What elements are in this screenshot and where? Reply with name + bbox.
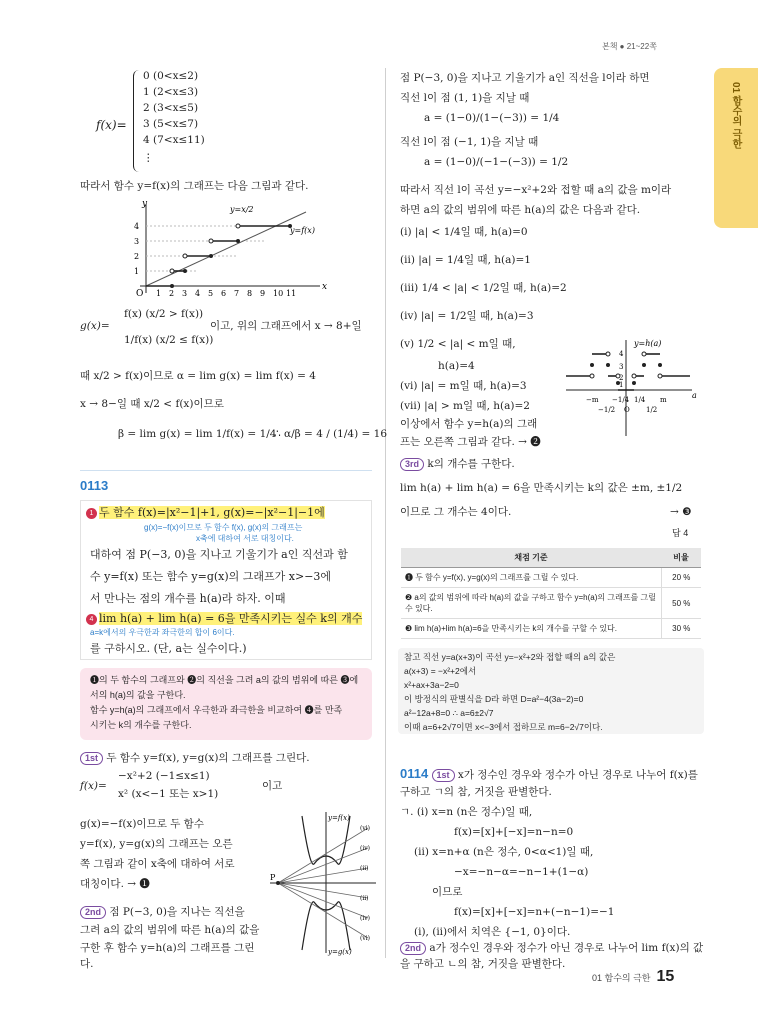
f-case: −x²+2 (−1≤x≤1): [118, 770, 210, 782]
f-case: x² (x<−1 또는 x>1): [118, 788, 219, 800]
step2-line: 그려 a의 값의 범위에 따른 h(a)의 값을: [80, 924, 260, 936]
grading-criterion: ❸ lim h(a)+lim h(a)=6을 만족시키는 k의 개수를 구할 수 있다.: [401, 619, 661, 639]
x-tick-label: 2: [169, 289, 175, 298]
step3-tag: 3rd: [400, 458, 424, 471]
solution-line: a = (1−0)/(−1−(−3)) = 1/2: [424, 156, 569, 168]
page-number: 15: [656, 968, 675, 985]
point-p: [276, 881, 280, 885]
chapter-tab-label: 01 함수의 극한: [730, 82, 741, 149]
piecewise-brace: [133, 70, 139, 172]
problem-line: 수 y=f(x) 또는 함수 y=g(x)의 그래프가 x>−3에: [90, 570, 332, 583]
problem-hint: a=k에서의 우극한과 좌극한의 합이 6이다.: [90, 628, 235, 637]
grading-header: [401, 548, 701, 568]
case-line: (vi) |a| = m일 때, h(a)=3: [400, 380, 527, 392]
y-tick-label: 3: [619, 363, 624, 371]
g-def-case: f(x) (x/2 > f(x)): [124, 308, 204, 320]
guide-line: ❶의 두 함수의 그래프와 ❷의 직선을 그려 a의 값의 범위에 따른 ❸에: [90, 675, 359, 685]
note-line: 참고 직선 y=a(x+3)이 곡선 y=−x²+2와 접할 때의 a의 값은: [404, 652, 616, 662]
p0114-end: 2nd a가 정수인 경우와 정수가 아닌 경우로 나누어 lim f(x)의 값: [400, 942, 703, 955]
case-line: (i) |a| < 1/4일 때, h(a)=0: [400, 226, 528, 238]
line-x-over-2: [146, 212, 306, 286]
problem-line: 를 구하시오. (단, a는 실수이다.): [90, 642, 247, 655]
p0114-tag2: 2nd: [400, 942, 426, 955]
piecewise-row: 1 (2<x≤3): [143, 86, 199, 98]
footer: [592, 968, 674, 986]
case-label: (vi): [360, 825, 370, 832]
step1-body: y=f(x), y=g(x)의 그래프는 오른: [80, 838, 233, 850]
y-tick-label: 3: [134, 237, 140, 246]
x-tick-label: 6: [221, 289, 227, 298]
p0114-line: 이므로: [432, 886, 463, 898]
h-steps: [566, 354, 690, 390]
page-reference: 본책 ● 21~22쪽: [602, 42, 657, 51]
step1-heading: 1st 두 함수 y=f(x), y=g(x)의 그래프를 그린다.: [80, 752, 310, 765]
step-label: y=f(x): [290, 226, 315, 235]
h-graph-title: y=h(a): [634, 339, 662, 348]
g-def-lhs: g(x)=: [80, 320, 110, 332]
p0114-line: (i), (ii)에서 치역은 {−1, 0}이다.: [414, 926, 571, 938]
answer: 답 4: [672, 528, 689, 538]
x-tick-label: 11: [286, 289, 297, 298]
solution-line: 직선 l이 점 (−1, 1)을 지날 때: [400, 136, 539, 148]
p0114-line: f(x)=[x]+[−x]=n−n=0: [454, 826, 574, 838]
guide-line: 시키는 k의 개수를 구한다.: [90, 720, 192, 730]
note-line: a(x+3) = −x²+2에서: [404, 666, 477, 676]
f-label: y=f(x): [328, 814, 350, 822]
column-divider: [385, 68, 386, 958]
step2-line: 2nd 점 P(−3, 0)을 지나는 직선을: [80, 906, 245, 919]
step3-ref: → ❸: [670, 506, 692, 518]
x-tick-label: −1/2: [598, 406, 616, 414]
solution-line: a = (1−0)/(1−(−3)) = 1/4: [424, 112, 560, 124]
case-line: (v) 1/2 < |a| < m일 때,: [400, 338, 516, 350]
x-axis-label: x: [322, 282, 328, 292]
piecewise-row: 2 (3<x≤5): [143, 102, 199, 114]
step3-line: lim h(a) + lim h(a) = 6을 만족시키는 k의 값은 ±m, ±1/2: [400, 482, 683, 494]
problem-line: 4 lim h(a) + lim h(a) = 6을 만족시키는 실수 k의 개수: [86, 612, 362, 626]
problem-0114-tag: 1st: [432, 769, 455, 782]
case-label: (iv): [360, 845, 370, 852]
step-function-graph: [120, 198, 350, 298]
y-tick-label: 1: [619, 381, 624, 389]
grading-ratio: 20 %: [661, 568, 701, 588]
y-tick-label: 2: [619, 374, 624, 382]
piecewise-row: 0 (0<x≤2): [143, 70, 199, 82]
solution-line: 직선 l이 점 (1, 1)을 지날 때: [400, 92, 530, 104]
x-tick-label: O: [624, 406, 630, 414]
step1-body: 대칭이다. → ❶: [80, 878, 150, 890]
y-tick-label: 1: [134, 267, 140, 276]
case-label: (vi): [360, 935, 370, 942]
grading-table: [401, 548, 701, 639]
origin-label: O: [136, 289, 144, 298]
problem-line: 대하여 점 P(−3, 0)을 지나고 기울기가 a인 직선과 함: [90, 548, 348, 561]
p0114-line: f(x)=[x]+[−x]=n+(−n−1)=−1: [454, 906, 615, 918]
note-line: 이 방정식의 판별식을 D라 하면 D=a²−4(3a−2)=0: [404, 694, 584, 704]
a-axis-label: a: [692, 391, 697, 400]
case-line: (iv) |a| = 1/2일 때, h(a)=3: [400, 310, 534, 322]
p0114-line: −x=−n−α=−n−1+(1−α): [454, 866, 589, 878]
case-label: (ii): [360, 895, 369, 902]
step1-body: g(x)=−f(x)이므로 두 함수: [80, 818, 204, 830]
case-line: 이상에서 함수 y=h(a)의 그래: [400, 418, 538, 430]
p0114-line: 구하고 ㄱ의 참, 거짓을 판별한다.: [400, 786, 552, 798]
y-tick-label: 4: [134, 222, 140, 231]
graph-intro: 따라서 함수 y=f(x)의 그래프는 다음 그림과 같다.: [80, 180, 309, 192]
problem-line: 1 두 함수 f(x)=|x²−1|+1, g(x)=−|x²−1|−1에: [86, 506, 325, 520]
x-tick-label: 7: [234, 289, 240, 298]
note-line: a²−12a+8=0 ∴ a=6±2√7: [404, 708, 494, 718]
p0114-end: 을 구하고 ㄴ의 참, 거짓을 판별한다.: [400, 958, 566, 970]
x-tick-label: 10: [273, 289, 284, 298]
f-lhs: f(x)=: [80, 780, 107, 792]
x-tick-label: m: [660, 396, 667, 404]
step2-line: 다.: [80, 958, 94, 970]
g-label: y=g(x): [328, 948, 352, 956]
piecewise-row: ⋮: [143, 152, 154, 164]
solution-line: 점 P(−3, 0)을 지나고 기울기가 a인 직선을 l이라 하면: [400, 72, 650, 84]
grading-header-criterion: 채점 기준: [401, 548, 661, 568]
section-rule: [80, 470, 372, 471]
beta-line: β = lim g(x) = lim 1/f(x) = 1/4: [118, 428, 277, 440]
guide-line: 서의 h(a)의 값을 구한다.: [90, 690, 186, 700]
piecewise-row: 4 (7<x≤11): [143, 134, 205, 146]
chapter-tab: [714, 68, 758, 228]
case-label: (iv): [360, 915, 370, 922]
piecewise-lhs: f(x)=: [96, 118, 127, 132]
problem-hint: g(x)=−f(x)이므로 두 함수 f(x), g(x)의 그래프는: [144, 523, 303, 532]
case-label: (ii): [360, 865, 369, 872]
grading-row: [401, 619, 701, 639]
grid: [146, 226, 290, 271]
problem-hint: x축에 대하여 서로 대칭이다.: [196, 534, 294, 543]
y-axis-label: y: [142, 199, 148, 209]
grading-ratio: 50 %: [661, 588, 701, 619]
y-tick-label: 2: [134, 252, 140, 261]
problem-number: 0113: [80, 478, 109, 493]
grading-row: [401, 568, 701, 588]
x-tick-label: 5: [208, 289, 214, 298]
problem-0114-heading: 0114 1st x가 정수인 경우와 정수가 아닌 경우로 나누어 f(x)를: [400, 766, 698, 781]
problem-line: 서 만나는 점의 개수를 h(a)라 하자. 이때: [90, 592, 286, 605]
f-tail: 이고: [262, 780, 283, 792]
grading-criterion: ❷ a의 값의 범위에 따라 h(a)의 값을 구하고 함수 y=h(a)의 그래프를 그릴 수 있다.: [401, 588, 661, 619]
x-tick-label: 1: [156, 289, 162, 298]
case-line: h(a)=4: [438, 360, 475, 372]
p0114-line: ㄱ. (i) x=n (n은 정수)일 때,: [400, 806, 533, 818]
x-tick-label: 4: [195, 289, 201, 298]
guide-line: 함수 y=h(a)의 그래프에서 우극한과 좌극한을 비교하여 ❹를 만족: [90, 705, 343, 715]
step2-line: 구한 후 함수 y=h(a)의 그래프를 그린: [80, 942, 255, 954]
solution-line: 하면 a의 값의 범위에 따른 h(a)의 값은 다음과 같다.: [400, 204, 641, 216]
grading-criterion: ❶ 두 함수 y=f(x), y=g(x)의 그래프를 그릴 수 있다.: [401, 568, 661, 588]
step1-tag: 1st: [80, 752, 103, 765]
alpha-line: 때 x/2 > f(x)이므로 α = lim g(x) = lim f(x) = 4: [80, 370, 316, 382]
y-tick-label: 4: [619, 350, 624, 358]
problem-0114-number: 0114: [400, 766, 429, 781]
footer-chapter: 01 함수의 극한: [592, 973, 651, 983]
grading-row: [401, 588, 701, 619]
note-line: 이때 a=6+2√7이면 x<−3에서 접하므로 m=6−2√7이다.: [404, 722, 603, 732]
case-line: (vii) |a| > m일 때, h(a)=2: [400, 400, 530, 412]
h-graph: [562, 336, 700, 440]
note-line: x²+ax+3a−2=0: [404, 680, 459, 690]
x-tick-label: 9: [260, 289, 266, 298]
open-dots: [170, 224, 240, 273]
g-def-tail: 이고, 위의 그래프에서 x → 8+일: [210, 320, 362, 332]
solution-line: 따라서 직선 l이 곡선 y=−x²+2와 접할 때 a의 값을 m이라: [400, 184, 672, 196]
p0114-line: (ii) x=n+α (n은 정수, 0<α<1)일 때,: [414, 846, 594, 858]
case-line: 프는 오른쪽 그림과 같다. → ❷: [400, 436, 541, 448]
piecewise-row: 3 (5<x≤7): [143, 118, 199, 130]
line-label: y=x/2: [230, 205, 254, 214]
step3-line: 이므로 그 개수는 4이다.: [400, 506, 512, 518]
x-tick-label: 8: [247, 289, 253, 298]
grading-header-ratio: 비율: [661, 548, 701, 568]
x-tick-label: −m: [586, 396, 599, 404]
beta-intro: x → 8−일 때 x/2 < f(x)이므로: [80, 398, 224, 410]
grading-ratio: 30 %: [661, 619, 701, 639]
case-line: (iii) 1/4 < |a| < 1/2일 때, h(a)=2: [400, 282, 567, 294]
fg-graph: [268, 808, 378, 958]
step1-body: 쪽 그림과 같이 x축에 대하여 서로: [80, 858, 235, 870]
g-def-case: 1/f(x) (x/2 ≤ f(x)): [124, 334, 214, 346]
point-p-label: P: [270, 873, 276, 882]
step2-tag: 2nd: [80, 906, 106, 919]
step3-heading: 3rd k의 개수를 구한다.: [400, 458, 515, 471]
ratio-line: ∴ α/β = 4 / (1/4) = 16: [274, 428, 388, 440]
x-tick-label: 1/2: [646, 406, 658, 414]
x-tick-label: −1/4: [612, 396, 630, 404]
x-tick-label: 1/4: [634, 396, 646, 404]
case-line: (ii) |a| = 1/4일 때, h(a)=1: [400, 254, 531, 266]
x-tick-label: 3: [182, 289, 188, 298]
